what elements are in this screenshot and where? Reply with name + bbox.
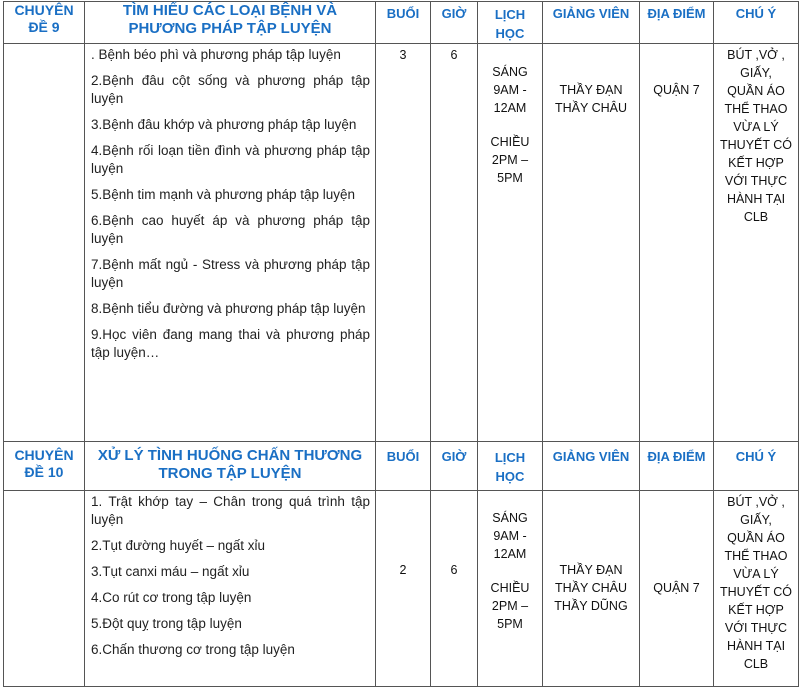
list-item: 2.Tụt đường huyết – ngất xỉu	[91, 538, 265, 553]
topic9-location: QUẬN 7	[640, 44, 714, 442]
list-item: 6.Chấn thương cơ trong tập luyện	[91, 642, 295, 657]
list-item: 1. Trật khớp tay – Chân trong quá trình tập luyện	[91, 494, 370, 527]
topic9-header-buoi: BUỔI	[376, 2, 431, 44]
topic9-header-gio: GIỜ	[431, 2, 478, 44]
list-item: 7.Bệnh mất ngủ - Stress và phương pháp tập luyện	[91, 257, 370, 290]
topic9-body-row	[4, 44, 799, 442]
list-item: 4.Bệnh rối loạn tiền đình và phương pháp tập luyện	[91, 143, 370, 176]
topic10-code: CHUYÊN ĐỀ 10	[4, 442, 85, 491]
topic10-teachers: THẦY ĐẠN THẦY CHÂU THẦY DŨNG	[543, 491, 640, 687]
topic10-header-gio: GIỜ	[431, 442, 478, 491]
topic9-header-dia-diem: ĐỊA ĐIỂM	[640, 2, 714, 44]
topic10-code-blank	[4, 491, 85, 687]
topic10-schedule: SÁNG 9AM - 12AM CHIỀU 2PM – 5PM	[478, 491, 543, 687]
topic10-header-buoi: BUỔI	[376, 442, 431, 491]
list-item: . Bệnh béo phì và phương pháp tập luyện	[91, 47, 341, 62]
topic10-header-lich: LỊCH HỌC	[478, 442, 543, 491]
topic10-title: XỬ LÝ TÌNH HUỐNG CHẤN THƯƠNG TRONG TẬP LUYỆN	[85, 442, 376, 491]
topic9-header-giang-vien: GIẢNG VIÊN	[543, 2, 640, 44]
topic10-buoi: 2	[376, 491, 431, 687]
topic10-location: QUẬN 7	[640, 491, 714, 687]
topic9-header-row	[4, 2, 799, 44]
topic10-header-row	[4, 442, 799, 491]
topic10-body-row	[4, 491, 799, 687]
topic10-gio: 6	[431, 491, 478, 687]
list-item: 9.Học viên đang mang thai và phương pháp tập luyện…	[91, 327, 370, 360]
topic10-header-chu-y: CHÚ Ý	[714, 442, 799, 491]
topic9-schedule: SÁNG 9AM - 12AM CHIỀU 2PM – 5PM	[478, 44, 543, 442]
topic10-items	[85, 491, 376, 687]
list-item: 6.Bệnh cao huyết áp và phương pháp tập luyện	[91, 213, 370, 246]
topic9-gio: 6	[431, 44, 478, 442]
topic9-header-chu-y: CHÚ Ý	[714, 2, 799, 44]
list-item: 4.Co rút cơ trong tập luyện	[91, 590, 252, 605]
list-item: 3.Bệnh đâu khớp và phương pháp tập luyện	[91, 117, 357, 132]
list-item: 8.Bệnh tiểu đường và phương pháp tập luyện	[91, 301, 366, 316]
topic9-code: CHUYÊN ĐỀ 9	[4, 2, 85, 44]
topic9-header-lich: LỊCH HỌC	[478, 2, 543, 44]
topic9-buoi: 3	[376, 44, 431, 442]
topic10-header-dia-diem: ĐỊA ĐIỂM	[640, 442, 714, 491]
topic9-items	[85, 44, 376, 442]
list-item: 3.Tụt canxi máu – ngất xỉu	[91, 564, 250, 579]
topic9-note: BÚT ,VỞ , GIẤY, QUẦN ÁO THỂ THAO VỪA LÝ THUYẾT CÓ KẾT HỢP VỚI THỰC HÀNH TẠI CLB	[714, 44, 799, 442]
topic9-title: TÌM HIỂU CÁC LOẠI BỆNH VÀ PHƯƠNG PHÁP TẬP LUYỆN	[85, 2, 376, 44]
list-item: 5.Đột quỵ trong tập luyện	[91, 616, 242, 631]
topic10-header-giang-vien: GIẢNG VIÊN	[543, 442, 640, 491]
list-item: 2.Bệnh đâu cột sống và phương pháp tập luyện	[91, 73, 370, 106]
topic9-teachers: THẦY ĐẠN THẦY CHÂU	[543, 44, 640, 442]
topic9-code-blank	[4, 44, 85, 442]
list-item: 5.Bệnh tim mạnh và phương pháp tập luyện	[91, 187, 356, 202]
schedule-table	[3, 1, 799, 687]
topic10-note: BÚT ,VỞ , GIẤY, QUẦN ÁO THỂ THAO VỪA LÝ THUYẾT CÓ KẾT HỢP VỚI THỰC HÀNH TẠI CLB	[714, 491, 799, 687]
